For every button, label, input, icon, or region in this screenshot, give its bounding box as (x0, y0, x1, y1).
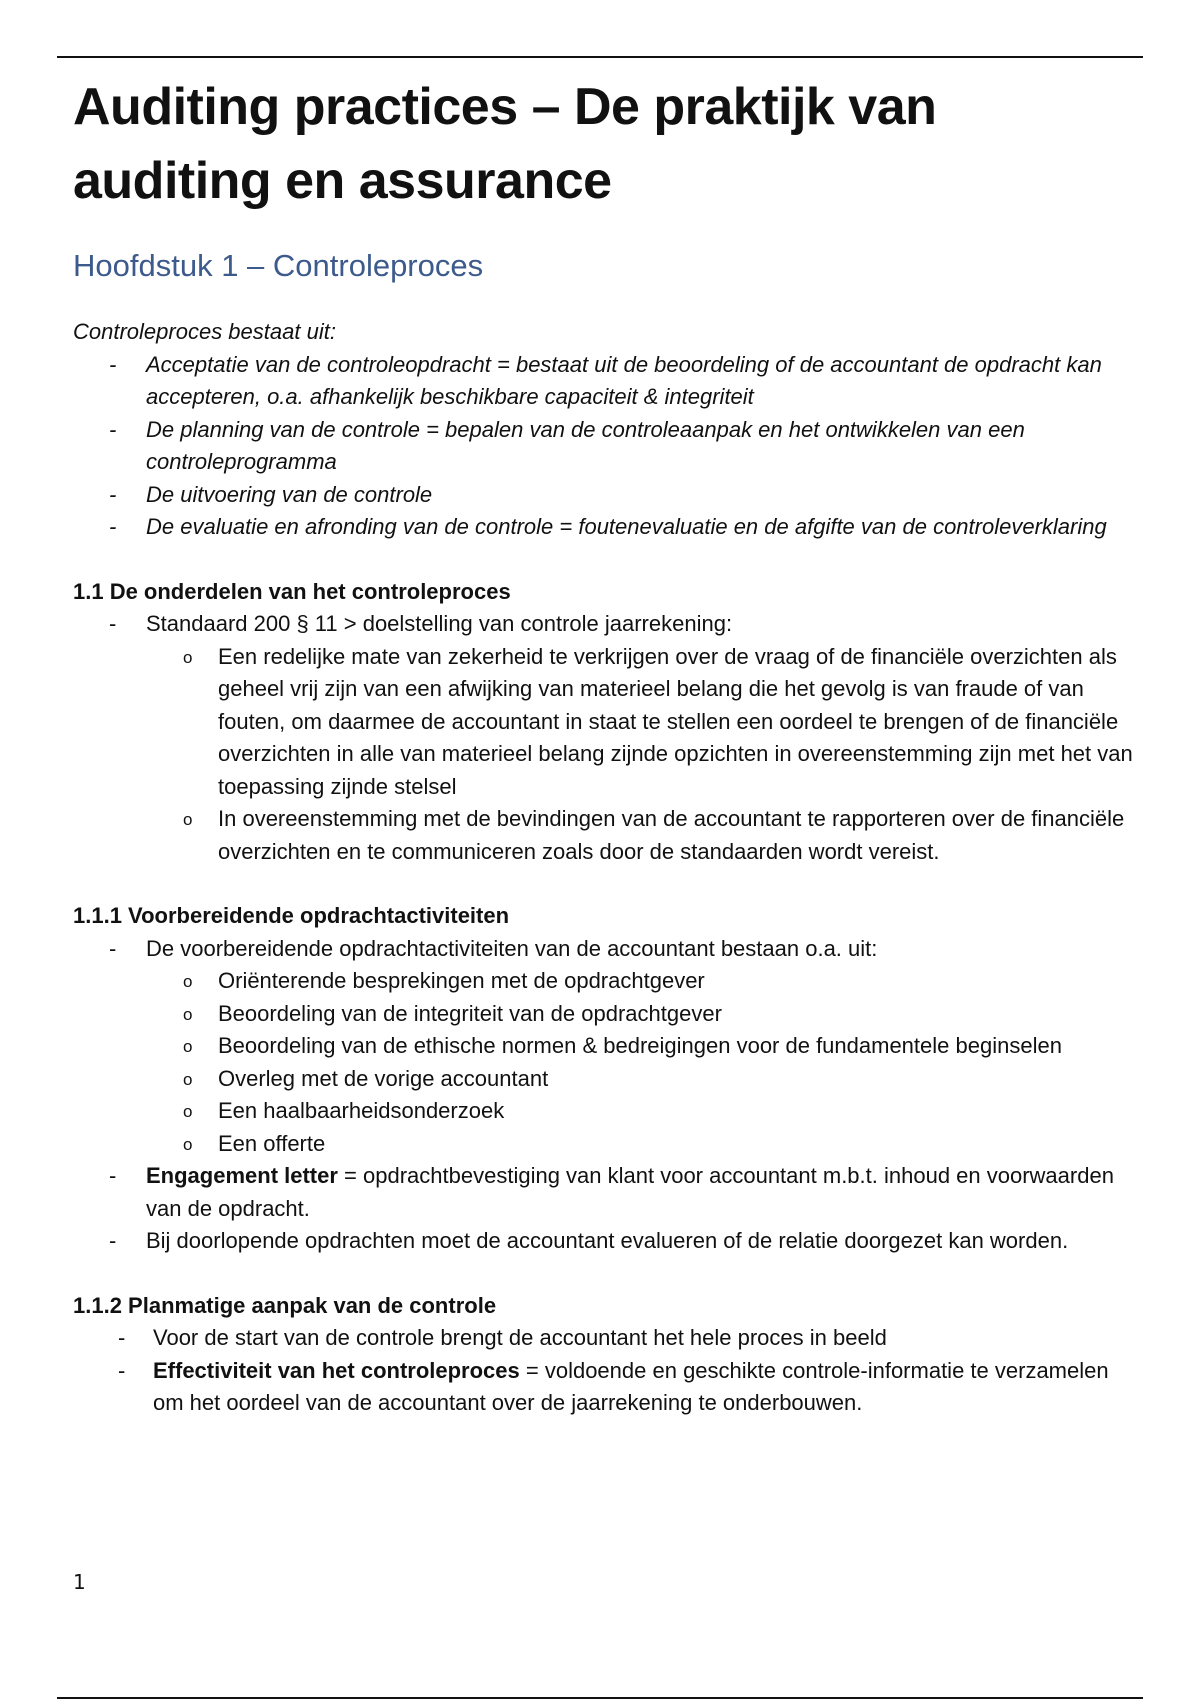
section-heading: 1.1.1 Voorbereidende opdrachtactiviteiten (73, 903, 510, 928)
list-item: - Acceptatie van de controleopdracht = bestaat uit de beoordeling of de accountant de opdracht kan accepteren, o.a. afhankelijk beschikbare capaciteit & integriteit (73, 349, 1133, 414)
engagement-definition: = opdrachtbevestiging van klant voor accountant m.b.t. inhoud en voorwaarden van de opdracht. (146, 1163, 1114, 1221)
section-heading: 1.1 De onderdelen van het controleproces (73, 578, 511, 604)
list-item: - Standaard 200 § 11 > doelstelling van controle jaarrekening: (73, 608, 1133, 641)
sub-list-item: o Beoordeling van de ethische normen & bedreigingen voor de fundamentele beginselen (73, 1030, 1133, 1063)
section-list (73, 1322, 1133, 1420)
list-item: - De planning van de controle = bepalen van de controleaanpak en het ontwikkelen van een controleprogramma (73, 414, 1133, 479)
section-1-1-1 (73, 900, 1133, 1258)
engagement-term: Engagement letter (146, 1163, 338, 1188)
section-1-1 (73, 576, 1133, 869)
list-item: - De uitvoering van de controle (73, 479, 1133, 512)
intro-block (73, 316, 1133, 544)
sub-list-item: o Overleg met de vorige accountant (73, 1063, 1133, 1096)
top-rule (57, 56, 1143, 58)
chapter-heading: Hoofdstuk 1 – Controleproces (73, 248, 484, 283)
sub-list-item: o Een redelijke mate van zekerheid te verkrijgen over de vraag of de financiële overzichten als geheel vrij zijn van een afwijking van materieel belang die het gevolg is van fraude of van fouten, om daarmee de accountant in staat te stellen een oordeel te brengen of de financiële overzichten in alle van materieel belang zijnde opzichten in overeenstemming zijn met het van toepassing zijnde stelsel (73, 641, 1133, 804)
section-list (73, 608, 1133, 641)
page-number: 1 (73, 1570, 86, 1594)
list-item: - De evaluatie en afronding van de controle = foutenevaluatie en de afgifte van de controleverklaring (73, 511, 1133, 544)
effectiveness-item (73, 1355, 1133, 1420)
sub-list-item: o Beoordeling van de integriteit van de opdrachtgever (73, 998, 1133, 1031)
section-sublist (73, 965, 1133, 1160)
list-item: - Bij doorlopende opdrachten moet de accountant evalueren of de relatie doorgezet kan worden. (73, 1225, 1133, 1258)
list-item: - Voor de start van de controle brengt de accountant het hele proces in beeld (73, 1322, 1133, 1355)
section-heading: 1.1.2 Planmatige aanpak van de controle (73, 1292, 497, 1318)
section-1-1-2 (73, 1290, 1133, 1420)
bottom-rule (57, 1697, 1143, 1699)
list-item: - De voorbereidende opdrachtactiviteiten van de accountant bestaan o.a. uit: (73, 933, 1133, 966)
document-title: Auditing practices – De praktijk van auditing en assurance (73, 78, 937, 210)
effectiveness-definition: = voldoende en geschikte controle-informatie te verzamelen om het oordeel van de accountant over de jaarrekening te onderbouwen. (153, 1357, 1109, 1415)
section-sublist (73, 641, 1133, 869)
document-page (73, 70, 1133, 1420)
intro-list (73, 349, 1133, 544)
engagement-letter-item (73, 1160, 1133, 1225)
sub-list-item: o Een haalbaarheidsonderzoek (73, 1095, 1133, 1128)
sub-list-item: o In overeenstemming met de bevindingen van de accountant te rapporteren over de financiële overzichten en te communiceren zoals door de standaarden wordt vereist. (73, 803, 1133, 868)
section-list (73, 933, 1133, 966)
sub-list-item: o Oriënterende besprekingen met de opdrachtgever (73, 965, 1133, 998)
intro-lead: Controleproces bestaat uit: (73, 319, 336, 344)
sub-list-item: o Een offerte (73, 1128, 1133, 1161)
effectiveness-term: Effectiviteit van het controleproces (153, 1357, 520, 1383)
section-list (73, 1160, 1133, 1258)
